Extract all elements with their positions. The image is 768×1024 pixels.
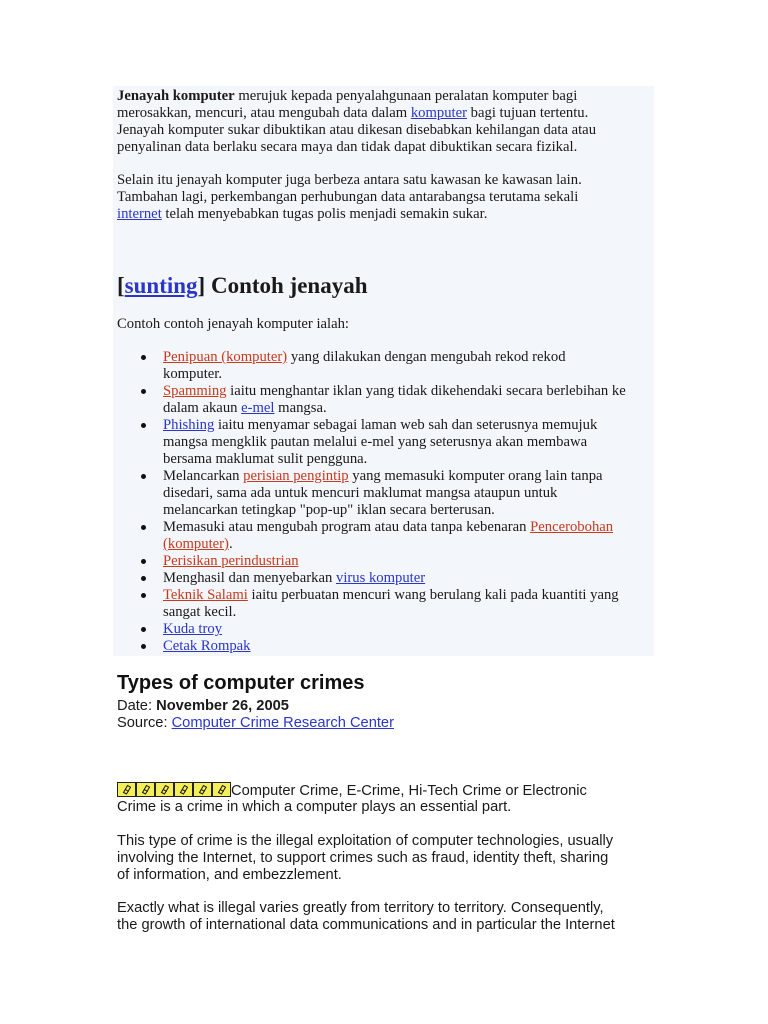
text-line: [117, 139, 596, 156]
text-run: iaitu menyamar sebagai laman web sah dan seterusnya memujuk: [214, 417, 598, 433]
text-run: iaitu menghantar iklan yang tidak dikehendaki secara berlebihan ke: [226, 383, 626, 399]
wiki-link[interactable]: Kuda troy: [163, 621, 223, 637]
text-run: Tambahan lagi, perkembangan perhubungan data antarabangsa terutama sekali: [117, 189, 579, 205]
list-item: [117, 587, 626, 621]
intro-paragraph: [117, 88, 596, 156]
bullet-icon: [141, 559, 146, 564]
text-line: [163, 468, 626, 485]
source-link[interactable]: Computer Crime Research Center: [171, 715, 394, 731]
bullet-icon: [141, 627, 146, 632]
text-line: [163, 349, 626, 366]
bullet-icon: [141, 576, 146, 581]
bullet-icon: [141, 644, 146, 649]
text-line: [117, 122, 596, 139]
missing-article-link[interactable]: Pencerobohan: [530, 519, 614, 535]
missing-article-link[interactable]: Spamming: [163, 383, 227, 399]
text-run: mangsa.: [274, 400, 327, 416]
text-run: mangsa mengklik pautan melalui e-mel yang seterusnya akan membawa: [163, 434, 588, 450]
text-run: [: [117, 273, 125, 298]
text-run: .: [228, 536, 233, 552]
text-line: [163, 553, 626, 570]
list-item: [117, 349, 626, 383]
list-item: [117, 621, 626, 638]
image-placeholder-icon: [212, 782, 231, 797]
bold-text: Jenayah komputer: [117, 88, 235, 104]
rating-icon-strip: [117, 783, 231, 799]
text-run: penyalinan data berlaku secara maya dan tidak dapat dibuktikan secara fizikal.: [117, 139, 578, 155]
text-run: ] Contoh jenayah: [197, 273, 368, 298]
bullet-icon: [141, 355, 146, 360]
text-run: merosakkan, mencuri, atau mengubah data dalam: [117, 105, 411, 121]
text-run: disedari, sama ada untuk mencuri maklumat mangsa ataupun untuk: [163, 485, 558, 501]
body-paragraph: [117, 782, 587, 816]
text-line: [117, 272, 368, 300]
list-item: [117, 383, 626, 417]
text-line: [163, 434, 626, 451]
text-line: [117, 206, 582, 223]
text-line: [163, 383, 626, 400]
missing-article-link[interactable]: perisian pengintip: [243, 468, 349, 484]
text-line: [117, 88, 596, 105]
source-line: [117, 715, 394, 732]
text-line: [163, 502, 626, 519]
list-intro: Contoh contoh jenayah komputer ialah:: [117, 316, 350, 332]
bullet-icon: [141, 525, 146, 530]
date-value: November 26, 2005: [156, 698, 289, 714]
text-line: Exactly what is illegal varies greatly from territory to territory. Consequently,: [117, 900, 604, 916]
text-line: This type of crime is the illegal exploitation of computer technologies, usually: [117, 833, 614, 849]
wiki-link[interactable]: Phishing: [163, 417, 215, 433]
missing-article-link[interactable]: Teknik Salami: [163, 587, 248, 603]
list-item: [117, 570, 626, 587]
text-run: Menghasil dan menyebarkan: [163, 570, 336, 586]
list-item: [117, 468, 626, 519]
body-paragraph: [117, 900, 615, 934]
wiki-link[interactable]: virus komputer: [335, 570, 426, 586]
text-line: [117, 189, 582, 206]
text-line: [163, 536, 626, 553]
crime-examples-list: [117, 349, 626, 655]
text-run: telah menyebabkan tugas polis menjadi semakin sukar.: [161, 206, 488, 222]
text-line: the growth of international data communications and in particular the Internet: [117, 917, 615, 933]
wiki-link[interactable]: sunting: [124, 273, 198, 298]
text-run: yang dilakukan dengan mengubah rekod rekod: [287, 349, 566, 365]
wiki-link[interactable]: internet: [117, 206, 162, 222]
list-item: [117, 553, 626, 570]
intro-paragraph: [117, 172, 582, 223]
text-line: [117, 782, 587, 799]
text-run: merujuk kepada penyalahgunaan peralatan komputer bagi: [234, 88, 578, 104]
image-placeholder-icon: [155, 782, 174, 797]
wiki-link[interactable]: e-mel: [241, 400, 275, 416]
source-label: Source:: [117, 715, 172, 731]
text-line: [163, 621, 626, 638]
text-line: [117, 105, 596, 122]
text-line: of information, and embezzlement.: [117, 867, 342, 883]
text-run: dalam akaun: [163, 400, 242, 416]
image-placeholder-icon: [117, 782, 136, 797]
bullet-icon: [141, 389, 146, 394]
bullet-icon: [141, 423, 146, 428]
text-run: Computer Crime, E-Crime, Hi-Tech Crime or Electronic: [231, 783, 587, 799]
body-paragraph: [117, 833, 613, 884]
text-run: bersama maklumat sulit pengguna.: [163, 451, 368, 467]
image-placeholder-icon: [174, 782, 193, 797]
list-item: [117, 417, 626, 468]
text-line: Crime is a crime in which a computer plays an essential part.: [117, 799, 512, 815]
text-run: Jenayah komputer sukar dibuktikan atau dikesan disebabkan kehilangan data atau: [117, 122, 597, 138]
bullet-icon: [141, 593, 146, 598]
text-run: melancarkan tetingkap "pop-up" iklan secara berterusan.: [163, 502, 495, 518]
text-line: [117, 172, 582, 189]
text-line: [163, 451, 626, 468]
article-title: Types of computer crimes: [117, 672, 365, 694]
text-run: Melancarkan: [163, 468, 244, 484]
image-placeholder-icon: [193, 782, 212, 797]
missing-article-link[interactable]: Perisikan perindustrian: [163, 553, 299, 569]
text-line: [163, 400, 626, 417]
wiki-link[interactable]: Cetak Rompak: [163, 638, 251, 654]
text-run: Selain itu jenayah komputer juga berbeza antara satu kawasan ke kawasan lain.: [117, 172, 582, 188]
text-run: yang memasuki komputer orang lain tanpa: [348, 468, 603, 484]
text-run: Memasuki atau mengubah program atau data tanpa kebenaran: [163, 519, 531, 535]
text-run: komputer.: [163, 366, 223, 382]
image-placeholder-icon: [136, 782, 155, 797]
list-item: [117, 519, 626, 553]
wiki-link[interactable]: komputer: [410, 105, 467, 121]
missing-article-link[interactable]: (komputer): [163, 536, 229, 552]
text-run: bagi tujuan tertentu.: [467, 105, 589, 121]
text-line: [163, 570, 626, 587]
text-line: [163, 417, 626, 434]
text-line: [163, 604, 626, 621]
text-run: iaitu perbuatan mencuri wang berulang kali pada kuantiti yang: [247, 587, 619, 603]
date-label: Date:: [117, 698, 157, 714]
text-line: [163, 485, 626, 502]
missing-article-link[interactable]: Penipuan (komputer): [163, 349, 288, 365]
section-heading: [117, 272, 368, 300]
list-item: [117, 638, 626, 655]
date-line: [117, 698, 289, 715]
text-line: [163, 638, 626, 655]
text-line: [163, 587, 626, 604]
text-run: sangat kecil.: [163, 604, 237, 620]
text-line: [163, 519, 626, 536]
bullet-icon: [141, 474, 146, 479]
text-line: [163, 366, 626, 383]
text-line: involving the Internet, to support crimes such as fraud, identity theft, sharing: [117, 850, 609, 866]
